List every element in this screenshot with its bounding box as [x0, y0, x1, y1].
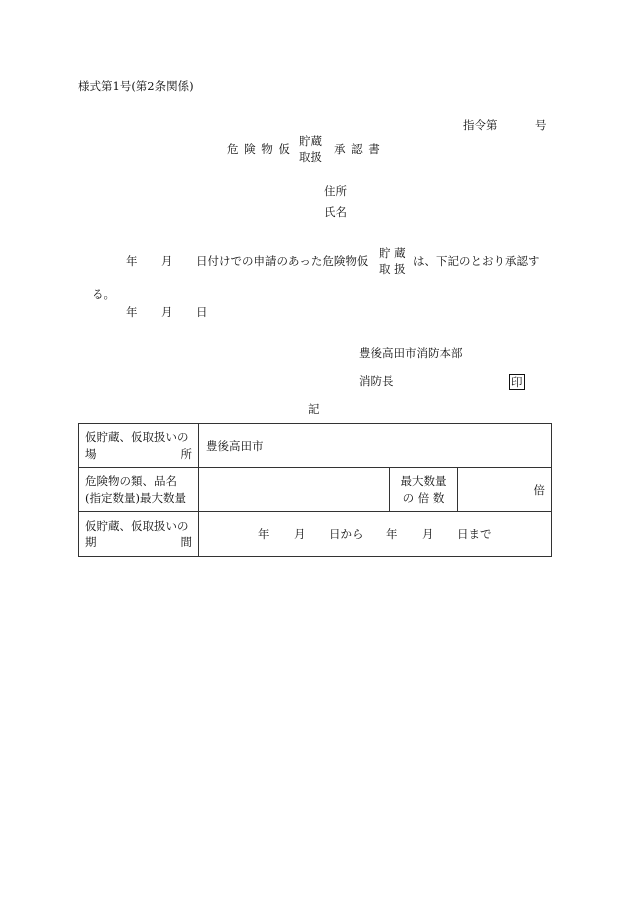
period-label-line2-b: 間	[180, 535, 192, 549]
name-label: 氏名	[324, 205, 347, 219]
multiple-value: 倍	[458, 468, 552, 512]
period-value	[199, 512, 552, 557]
hazard-label-line2: (指定数量)最大数量	[85, 490, 186, 505]
hazard-value	[199, 468, 390, 512]
title-stack-bottom: 取扱	[299, 149, 322, 164]
approval-table	[78, 423, 552, 557]
period-from-month: 月	[294, 527, 306, 541]
multiple-label-cell	[390, 468, 458, 512]
body-text-2: は、下記のとおり承認す	[413, 254, 540, 268]
multiple-label-line2: の 倍 数	[402, 490, 445, 505]
reference-number-suffix: 号	[535, 118, 547, 132]
body-stack-top: 貯 蔵	[379, 246, 406, 260]
period-to-year: 年	[386, 527, 398, 541]
location-label-line2-b: 所	[180, 446, 192, 461]
table-row-period	[79, 512, 552, 557]
body-month: 月	[161, 254, 173, 268]
period-label-cell	[79, 512, 199, 557]
title-prefix: 危 険 物 仮	[227, 142, 291, 156]
period-to-month: 月	[422, 527, 434, 541]
period-label-line2-a: 期	[85, 535, 97, 549]
title-suffix: 承 認 書	[334, 142, 381, 156]
title-stack	[299, 134, 322, 165]
location-label-cell	[79, 424, 199, 468]
date-month: 月	[161, 305, 173, 319]
hazard-label-line1: 危険物の類、品名	[85, 474, 177, 489]
location-value: 豊後高田市	[199, 424, 552, 468]
ki-marker: 記	[308, 402, 320, 416]
body-stack-bottom: 取 扱	[379, 261, 406, 276]
period-to-day: 日まで	[457, 527, 492, 541]
multiple-label-line1: 最大数量	[400, 474, 447, 489]
period-label-line2	[85, 534, 192, 550]
date-day: 日	[196, 305, 208, 319]
form-number: 様式第1号(第2条関係)	[78, 79, 194, 93]
table-row-hazard	[79, 468, 552, 512]
date-year: 年	[126, 305, 138, 319]
reference-number-label: 指令第	[463, 118, 498, 132]
period-from-day: 日から	[329, 527, 364, 541]
location-label-line1: 仮貯蔵、仮取扱いの	[85, 430, 189, 445]
body-text-1: 日付けでの申請のあった危険物仮	[196, 254, 369, 268]
hazard-label-cell	[79, 468, 199, 512]
table-row-location	[79, 424, 552, 468]
location-label-line2	[85, 446, 192, 462]
period-from-year: 年	[258, 527, 270, 541]
body-year: 年	[126, 254, 138, 268]
issuer-title: 消防長	[359, 374, 394, 388]
address-label: 住所	[324, 184, 347, 198]
title-stack-top: 貯蔵	[299, 134, 322, 148]
body-stack	[379, 246, 406, 277]
issuer-office: 豊後高田市消防本部	[359, 346, 463, 360]
body-continuation: る。	[92, 287, 115, 301]
seal-mark: 印	[511, 375, 523, 389]
period-label-line1: 仮貯蔵、仮取扱いの	[85, 518, 189, 533]
location-label-line2-a: 場	[85, 446, 97, 461]
